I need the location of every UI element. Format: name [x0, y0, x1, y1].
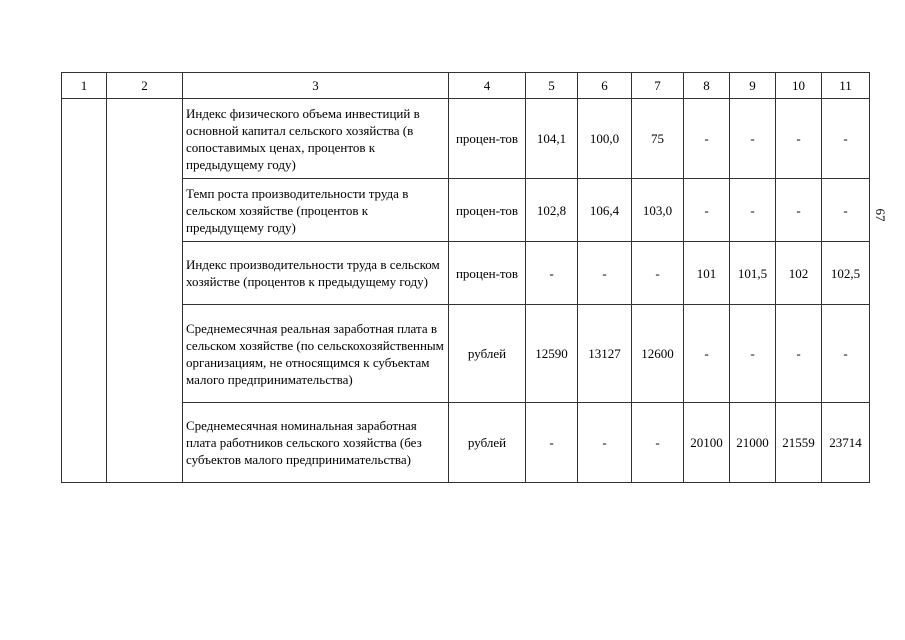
value-cell: - [822, 179, 870, 242]
value-cell: - [776, 305, 822, 403]
indicator-description: Темп роста производительности труда в сельском хозяйстве (процентов к предыдущему году) [183, 179, 449, 242]
value-cell: - [632, 403, 684, 483]
indicator-description: Индекс физического объема инвестиций в основной капитал сельского хозяйства (в сопоставимых ценах, процентов к предыдущему году) [183, 99, 449, 179]
value-cell: - [578, 242, 632, 305]
unit-cell: рублей [449, 305, 526, 403]
header-cell: 11 [822, 73, 870, 99]
header-row [62, 73, 870, 99]
header-cell: 9 [730, 73, 776, 99]
header-cell: 7 [632, 73, 684, 99]
unit-cell: рублей [449, 403, 526, 483]
value-cell: - [526, 242, 578, 305]
empty-cell-col1 [62, 99, 107, 483]
value-cell: 104,1 [526, 99, 578, 179]
value-cell: 100,0 [578, 99, 632, 179]
value-cell: - [776, 99, 822, 179]
value-cell: 13127 [578, 305, 632, 403]
value-cell: 102 [776, 242, 822, 305]
value-cell: - [730, 179, 776, 242]
value-cell: 20100 [684, 403, 730, 483]
value-cell: 75 [632, 99, 684, 179]
value-cell: 106,4 [578, 179, 632, 242]
indicator-description: Среднемесячная номинальная заработная плата работников сельского хозяйства (без субъектов малого предпринимательства) [183, 403, 449, 483]
empty-cell-col2 [107, 99, 183, 483]
value-cell: - [730, 305, 776, 403]
unit-cell: процен-тов [449, 179, 526, 242]
header-cell: 6 [578, 73, 632, 99]
header-cell: 8 [684, 73, 730, 99]
header-cell: 3 [183, 73, 449, 99]
unit-cell: процен-тов [449, 99, 526, 179]
table-row [62, 179, 870, 242]
table-row [62, 305, 870, 403]
indicator-description: Индекс производительности труда в сельском хозяйстве (процентов к предыдущему году) [183, 242, 449, 305]
value-cell: - [822, 305, 870, 403]
header-cell: 10 [776, 73, 822, 99]
table-row [62, 242, 870, 305]
value-cell: 103,0 [632, 179, 684, 242]
header-cell: 1 [62, 73, 107, 99]
table-row [62, 99, 870, 179]
value-cell: - [684, 179, 730, 242]
header-cell: 5 [526, 73, 578, 99]
header-cell: 4 [449, 73, 526, 99]
value-cell: 102,8 [526, 179, 578, 242]
unit-cell: процен-тов [449, 242, 526, 305]
value-cell: - [632, 242, 684, 305]
header-cell: 2 [107, 73, 183, 99]
indicator-description: Среднемесячная реальная заработная плата в сельском хозяйстве (по сельскохозяйственным организациям, не относящимся к субъектам малого предпринимательства) [183, 305, 449, 403]
table-row [62, 403, 870, 483]
value-cell: - [578, 403, 632, 483]
page-number: 67 [873, 208, 888, 222]
value-cell: 101,5 [730, 242, 776, 305]
indicator-table [61, 72, 870, 483]
value-cell: - [776, 179, 822, 242]
value-cell: - [684, 99, 730, 179]
value-cell: 101 [684, 242, 730, 305]
value-cell: 21559 [776, 403, 822, 483]
value-cell: - [684, 305, 730, 403]
value-cell: 102,5 [822, 242, 870, 305]
value-cell: - [822, 99, 870, 179]
value-cell: 23714 [822, 403, 870, 483]
value-cell: - [730, 99, 776, 179]
value-cell: 21000 [730, 403, 776, 483]
value-cell: 12600 [632, 305, 684, 403]
value-cell: 12590 [526, 305, 578, 403]
value-cell: - [526, 403, 578, 483]
